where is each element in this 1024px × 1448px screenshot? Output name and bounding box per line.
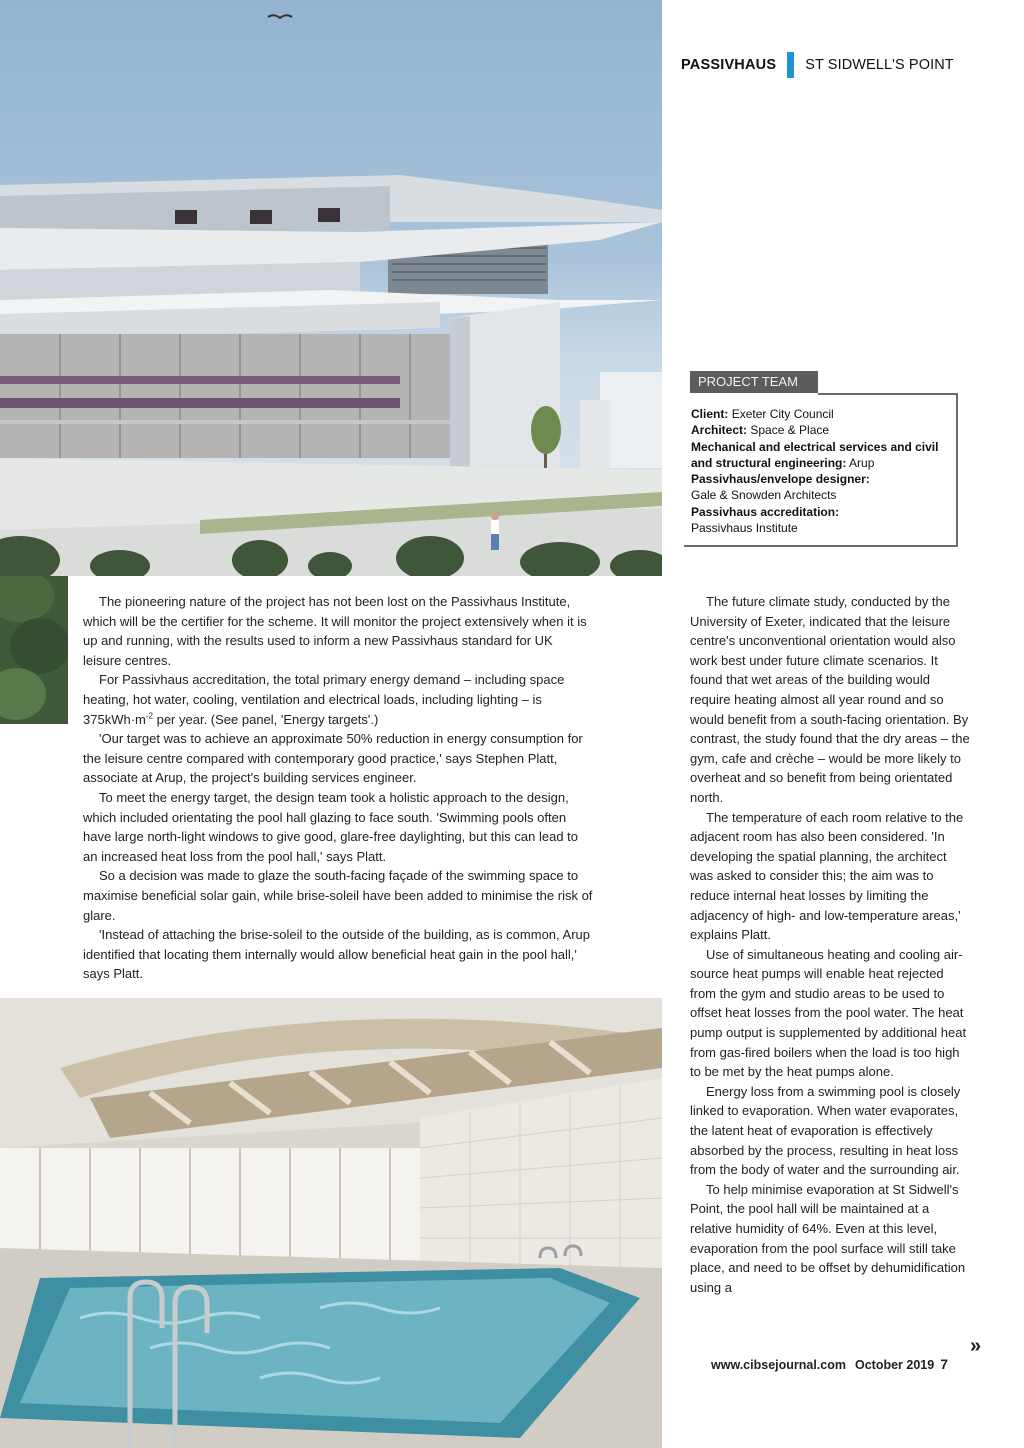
article-column-right — [690, 592, 972, 1297]
team-row-engineering: Mechanical and electrical services and civil and structural engineering: Arup — [691, 439, 939, 470]
team-row-client: Client: Exeter City Council — [691, 407, 834, 421]
paragraph: Energy loss from a swimming pool is closely linked to evaporation. When water evaporates, the latent heat of evaporation is effectively absorbed by the process, resulting in heat loss from the body of water and the surrounding air. — [690, 1083, 961, 1178]
paragraph: The future climate study, conducted by the University of Exeter, indicated that the leisure centre's unconventional orientation would also work best under future climate scenarios. It found that wet areas of the building would require heating almost all year round and so would benefit from a south-facing orientation. By contrast, the study found that the dry areas – the gym, cafe and crèche – would be more likely to overheat and so benefit from being orientated north. — [690, 594, 970, 805]
project-team-list — [691, 406, 951, 536]
article-column-left — [83, 592, 593, 984]
page-number: 7 — [940, 1356, 949, 1372]
paragraph: 'Instead of attaching the brise-soleil to the outside of the building, as is common, Arup identified that locating them internally would allow beneficial heat gain in the pool hall,' says Platt. — [83, 927, 590, 982]
topic-label: ST SIDWELL'S POINT — [805, 57, 954, 73]
footer-date: October 2019 — [855, 1358, 935, 1372]
team-row-accreditation: Passivhaus accreditation: Passivhaus Institute — [691, 504, 840, 536]
team-row-architect: Architect: Space & Place — [691, 423, 830, 438]
paragraph: Use of simultaneous heating and cooling air-source heat pumps will enable heat rejected from the gym and studio areas to be used to offset heat losses from the pool water. The heat pump output is supplemented by additional heat from gas-fired boilers when the load is too high to be met by the heat pumps alone. — [690, 946, 967, 1080]
project-team-heading: PROJECT TEAM — [690, 371, 818, 393]
building-exterior-render — [0, 0, 662, 576]
pool-hall-interior-render — [0, 998, 662, 1448]
continue-arrow-icon: » — [970, 1335, 982, 1357]
paragraph: The temperature of each room relative to the adjacent room has also been considered. 'In developing the spatial planning, the architect was asked to consider this; the aim was to reduce internal heat losses by limiting the adjacency of high- and low-temperature areas,' explains Platt. — [690, 809, 964, 943]
section-label: PASSIVHAUS — [681, 57, 777, 73]
paragraph: 'Our target was to achieve an approximate 50% reduction in energy consumption for the leisure centre compared with contemporary good practice,' says Stephen Platt, associate at Arup, the project's building services engineer. — [83, 731, 583, 786]
paragraph: The pioneering nature of the project has not been lost on the Passivhaus Institute, which will be the certifier for the scheme. It will monitor the project extensively when it is up and running, with the results used to inform a new Passivhaus standard for UK leisure centres. — [83, 594, 587, 668]
header-divider — [787, 52, 794, 78]
paragraph: So a decision was made to glaze the south-facing façade of the swimming space to maximise beneficial solar gain, while brise-soleil have been added to minimise the risk of glare. — [83, 868, 593, 923]
team-row-envelope-designer: Passivhaus/envelope designer: Gale & Snowden Architects — [691, 472, 870, 503]
paragraph: To help minimise evaporation at St Sidwell's Point, the pool hall will be maintained at a relative humidity of 64%. Even at this level, evaporation from the pool surface will still take place, and need to be offset by dehumidification using a — [690, 1181, 966, 1295]
footer-url: www.cibsejournal.com — [711, 1358, 846, 1372]
foliage-image-edge — [0, 576, 68, 724]
paragraph: To meet the energy target, the design team took a holistic approach to the design, which included orientating the pool hall glazing to face south. 'Swimming pools often have large north-light windows to give good, glare-free daylighting, but this can lead to an increased heat loss from the pool hall,' says Platt. — [83, 789, 579, 864]
paragraph: For Passivhaus accreditation, the total primary energy demand – including space heating, hot water, cooling, ventilation and electrical loads, including lighting – is $375kWh\cdot m^{-2}$ per year. (See panel, 'Energy targets'.) — [83, 672, 565, 727]
running-header — [681, 52, 954, 78]
page-footer — [711, 1356, 948, 1372]
